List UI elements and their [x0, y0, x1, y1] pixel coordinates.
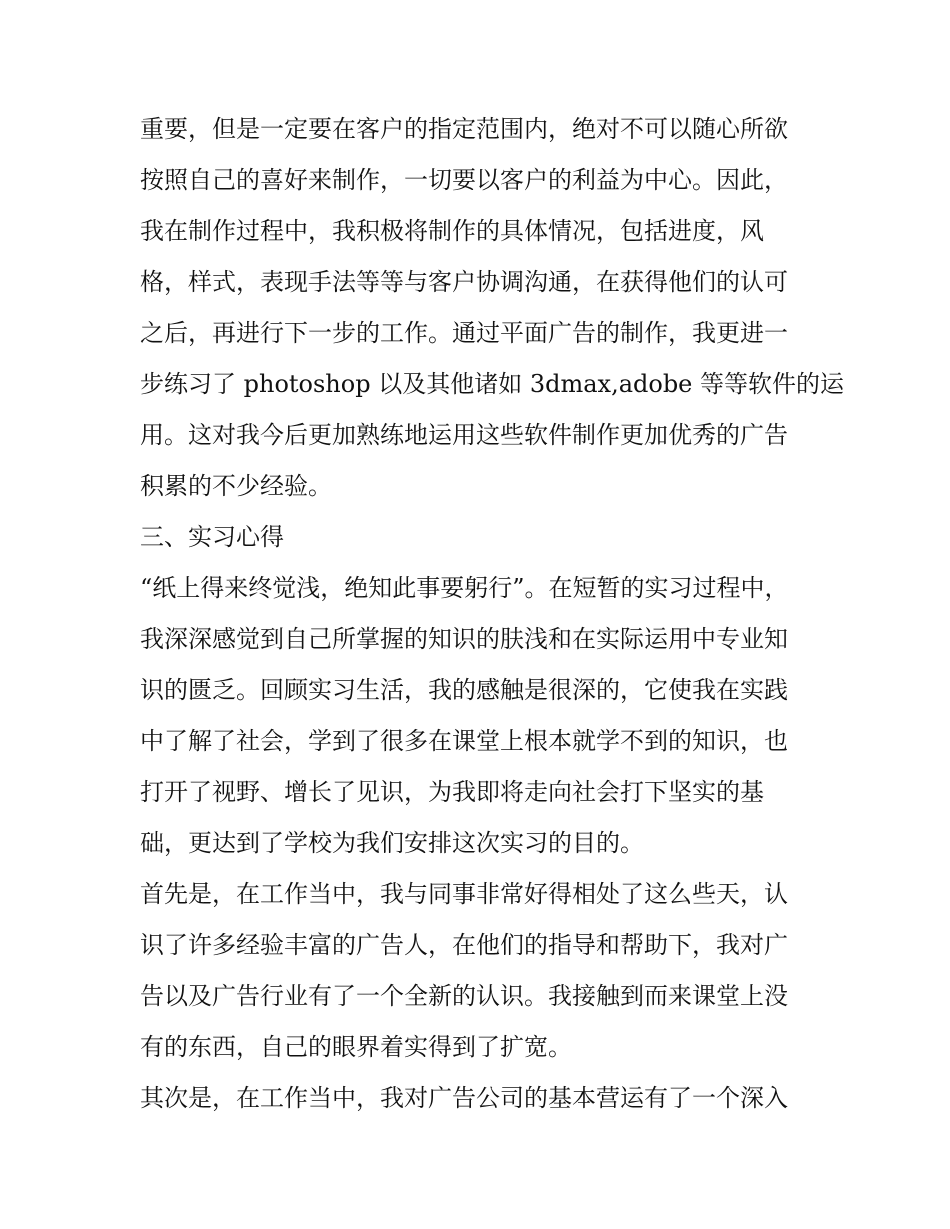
body-text — [140, 104, 845, 1124]
text-line: 我深深感觉到自己所掌握的知识的肤浅和在实际运用中专业知 — [140, 625, 788, 653]
text-line: 积累的不少经验。 — [140, 472, 332, 500]
text-line: 按照自己的喜好来制作，一切要以客户的利益为中心。因此， — [140, 166, 788, 194]
text-line: 步练习了 photoshop 以及其他诸如 3dmax,adobe 等等软件的运 — [140, 370, 845, 398]
text-line: 重要，但是一定要在客户的指定范围内，绝对不可以随心所欲 — [140, 115, 788, 143]
section-heading: 三、实习心得 — [140, 523, 284, 551]
text-line: 我在制作过程中，我积极将制作的具体情况，包括进度，风 — [140, 217, 764, 245]
text-line: 识的匮乏。回顾实习生活，我的感触是很深的，它使我在实践 — [140, 676, 788, 704]
text-line: 中了解了社会，学到了很多在课堂上根本就学不到的知识，也 — [140, 727, 788, 755]
text-line: 首先是，在工作当中，我与同事非常好得相处了这么些天，认 — [140, 880, 788, 908]
text-line: “纸上得来终觉浅，绝知此事要躬行”。在短暂的实习过程中， — [140, 574, 789, 602]
text-line: 告以及广告行业有了一个全新的认识。我接触到而来课堂上没 — [140, 982, 788, 1010]
text-line: 有的东西，自己的眼界着实得到了扩宽。 — [140, 1033, 572, 1061]
text-line: 用。这对我今后更加熟练地运用这些软件制作更加优秀的广告 — [140, 421, 788, 449]
text-line: 其次是，在工作当中，我对广告公司的基本营运有了一个深入 — [140, 1084, 788, 1112]
text-line: 识了许多经验丰富的广告人，在他们的指导和帮助下，我对广 — [140, 931, 788, 959]
text-line: 打开了视野、增长了见识，为我即将走向社会打下坚实的基 — [140, 778, 764, 806]
text-line: 之后，再进行下一步的工作。通过平面广告的制作，我更进一 — [140, 319, 788, 347]
text-line: 础，更达到了学校为我们安排这次实习的目的。 — [140, 829, 644, 857]
text-line: 格，样式，表现手法等等与客户协调沟通，在获得他们的认可 — [140, 268, 788, 296]
